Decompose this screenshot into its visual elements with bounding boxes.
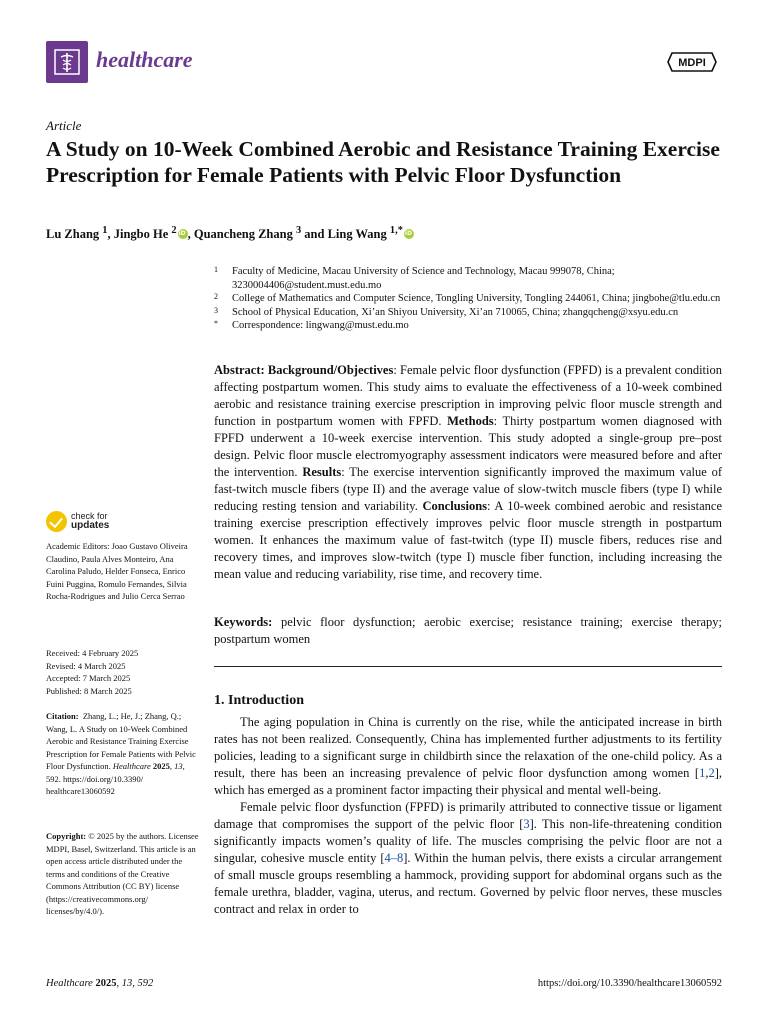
citation-page: , 592. https://doi.org/10.3390/ healthcare13060592 (46, 761, 185, 796)
citation-link[interactable]: 2 (708, 766, 715, 780)
author-affil-sup: 3 (295, 225, 302, 236)
abstract-methods-label: Methods (447, 414, 494, 428)
journal-header (46, 41, 726, 83)
affiliations (214, 265, 724, 333)
paragraph-text: , (705, 766, 709, 780)
paragraph-text: Female pelvic floor dysfunction (FPFD) is primarily attributed to connective tissue or ligament damage that compromises the support of the pelvic floor [ (214, 800, 722, 831)
citation-link[interactable]: 3 (523, 817, 530, 831)
abstract-conclusions-text: : A 10-week combined aerobic and resistance training exercise prescription effectively improves pelvic floor muscle strength in postpartum women. It enhances the maximum value of fast-twitch (type II) muscle fibers, reduces rise and recovery times, and improves slow-twitch (type I) muscle fiber function, including increasing the mean value and reducing variability, rise time, and recovery time. (214, 499, 722, 581)
citation-journal: Healthcare (112, 761, 151, 771)
abstract-label: Abstract: (214, 363, 265, 377)
affiliation-item (214, 306, 724, 320)
affiliation-item (214, 292, 724, 306)
dates-block (46, 647, 201, 697)
footer-citation: Healthcare 2025, 13, 592 (46, 978, 154, 989)
keywords (214, 614, 722, 648)
affiliation-text: Faculty of Medicine, Macau University of Science and Technology, Macau 999078, China; 3230004406@student.must.edu.mo (232, 266, 615, 291)
citation-label: Citation: (46, 711, 79, 721)
author-affil-sup: 1,* (389, 225, 403, 236)
author-list: Lu Zhang $^1$, Jingbo He $^2$iD , Quancheng Zhang $^3$ and Ling Wang $^{1,*}$iD (46, 225, 736, 242)
citation-link[interactable]: 1 (699, 766, 706, 780)
citation-year: 2025 (152, 761, 170, 771)
affiliation-number: 3 (214, 305, 218, 315)
check-updates-text (71, 512, 109, 530)
copyright-block (46, 830, 201, 918)
affiliation-number: 2 (214, 292, 218, 301)
check-updates-line1: check for (71, 511, 108, 521)
citation-link[interactable]: 4–8 (384, 851, 404, 865)
paragraph (214, 714, 722, 799)
check-updates-line2: updates (71, 520, 110, 531)
author-affil-sup: 1 (102, 225, 108, 236)
abstract-background-label: Background/Objectives (267, 363, 394, 377)
affiliation-number: * (214, 319, 218, 328)
publisher-name: MDPI (678, 57, 706, 69)
paragraph-text: ], which has emerged as a prominent factor impacting their physical and mental well-being. (214, 766, 722, 797)
paragraph-text: ]. Within the human pelvis, there exists a circular arrangement of small muscle groups resembling a hammock, providing support for abdominal organs such as the female urethra, bladder, vagina, uterus, and rectum. Governed by pelvic floor nerves, these muscles contract and relax in order to (214, 851, 722, 916)
copyright-text: © 2025 by the authors. Licensee MDPI, Basel, Switzerland. This article is an open access article distributed under the terms and conditions of the Creative Commons Attribution (CC BY) license (https://creativecommons.org/ licenses/by/4.0/). (46, 831, 199, 916)
journal-logo (46, 41, 88, 83)
academic-editors: Academic Editors: Joao Gustavo Oliveira Claudino, Paula Alves Monteiro, Ana Carolina Paludo, Helder Fonseca, Enrico Fuini Puggina, Romulo Fernandes, Silvia Rocha-Rodrigues and Julio Cerca Serrao (46, 541, 188, 601)
checkmark-icon (46, 511, 67, 532)
citation-text: Zhang, L.; He, J.; Zhang, Q.; Wang, L. A Study on 10-Week Combined Aerobic and Resistance Training Exercise Prescription for Female Patients with Pelvic Floor Dysfunction. (46, 711, 196, 771)
author-affil-sup: 2 (171, 225, 177, 236)
affiliation-item (214, 265, 724, 292)
abstract-background-text: : Female pelvic floor dysfunction (FPFD) is a prevalent condition affecting postpartum women. This study aims to evaluate the effectiveness of a 10-week combined aerobic and resistance training exercise prescription in improving pelvic floor muscle strength and function in postpartum women with FPFD. (214, 363, 722, 428)
abstract-results-text: : The exercise intervention significantly improved the maximum value of fast-twitch muscle fibers (type II) and the average value of slow-twitch muscle fibers (type I) while reducing resting tension and variability. (214, 465, 722, 513)
introduction-body (214, 714, 722, 918)
affiliation-text: College of Mathematics and Computer Science, Tongling University, Tongling 244061, China; jingbohe@tlu.edu.cn (232, 293, 721, 304)
citation-volume: 13 (174, 761, 183, 771)
caduceus-icon (53, 48, 81, 76)
abstract-conclusions-label: Conclusions (422, 499, 488, 513)
section-divider (214, 666, 722, 667)
mdpi-logo (666, 50, 718, 74)
published-date: Published: 8 March 2025 (46, 685, 132, 696)
article-type: Article (46, 118, 82, 133)
orcid-icon[interactable] (404, 229, 414, 239)
footer-year: 2025 (95, 978, 117, 989)
author-name: Ling Wang (327, 227, 387, 242)
check-for-updates-badge[interactable] (46, 511, 146, 533)
orcid-icon[interactable] (178, 229, 188, 239)
affiliation-text: Correspondence: lingwang@must.edu.mo (232, 320, 409, 331)
author-name: Jingbo He (113, 227, 169, 242)
received-date: Received: 4 February 2025 (46, 648, 139, 658)
journal-name: healthcare (96, 47, 193, 72)
affiliation-text: School of Physical Education, Xi’an Shiyou University, Xi’an 710065, China; zhangqcheng@xsyu.edu.cn (232, 306, 679, 318)
affiliation-item (214, 319, 724, 333)
article-title: A Study on 10-Week Combined Aerobic and Resistance Training Exercise Prescription for Female Patients with Pelvic Floor Dysfunction (46, 137, 720, 187)
section-heading: 1. Introduction (214, 693, 304, 708)
footer-doi-link[interactable]: https://doi.org/10.3390/healthcare13060592 (537, 978, 722, 989)
abstract-results-label: Results (302, 465, 342, 479)
revised-date: Revised: 4 March 2025 (46, 660, 126, 671)
paragraph-text: ]. This non-life-threatening condition significantly impacts women’s quality of life. The muscles comprising the pelvic floor are not a singular, cohesive muscle entity [ (214, 817, 722, 865)
abstract-methods-text: : Thirty postpartum women diagnosed with FPFD underwent a 10-week exercise intervention. This study adopted a single-group pre–post design. Pelvic floor muscle electromyography assessment indicators were measured before and after the intervention. (214, 414, 722, 479)
accepted-date: Accepted: 7 March 2025 (46, 673, 131, 683)
author-name: Lu Zhang (46, 227, 100, 242)
footer-journal: Healthcare (46, 978, 93, 989)
paragraph-text: The aging population in China is currently on the rise, while the anticipated increase in birth rates has not been realized. Consequently, China has implemented further adjustments to its fertility policies, leading to a significant surge in childbirth since the relaxation of the one-child policy. As a result, there has been an increasing prevalence of pelvic floor dysfunction among women [ (214, 715, 722, 780)
author-name: Quancheng Zhang (193, 227, 293, 242)
affiliation-number: 1 (214, 265, 218, 274)
copyright-label: Copyright: (46, 831, 87, 841)
keywords-label: Keywords: (214, 615, 273, 629)
citation-block: Citation: Zhang, L.; He, J.; Zhang, Q.; Wang, L. A Study on 10-Week Combined Aerobic and Resistance Training Exercise Prescription for Female Patients with Pelvic Floor Dysfunction. Healthcare 2025, 13, 592. https://doi.org/10.3390/ healthcare13060592 (46, 711, 196, 796)
keywords-text: pelvic floor dysfunction; aerobic exercise; resistance training; exercise therapy; postpartum women (214, 615, 722, 646)
abstract (214, 362, 722, 583)
footer-vol-page: 13, 592 (121, 978, 154, 989)
paragraph (214, 799, 722, 918)
